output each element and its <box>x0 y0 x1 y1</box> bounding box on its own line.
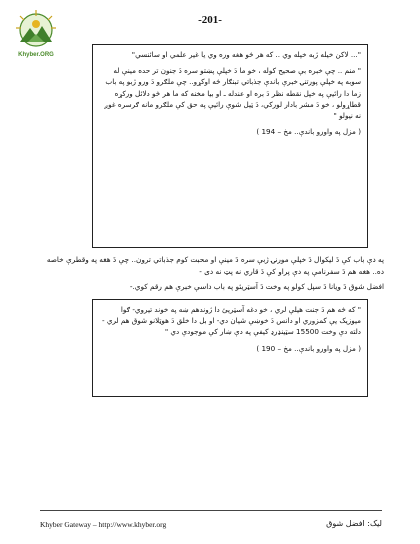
body-paragraph-1: په دې باب كې دَ ليكوال دَ خپلې مورنۍ ژبې سره دَ مينې او محبت كوم جذباتي ترون.. چې دَ هغه په وقطرې خاصه ده.. هغه هم دَ سفرنامې په دې پراو كې دَ قاري نه پټ نه دى - <box>46 255 384 276</box>
footer-divider <box>40 510 382 511</box>
quote-2-paragraph-1: " كه څه هم دَ جنت هيلې لري ، خو دغه آسټريئ دا ژوندهم ښه په خوند تيروي- ګوا ميوزيک يې كمزوري او دانس دَ خوښې شيان دي- او بل دا خلق دَ هوټلانو شوق هم لري - دلته دې وخت 15500 سټينډرډ كيفې په دې ښار كې موجودې دي " <box>101 305 361 337</box>
page-number: -201- <box>198 14 222 26</box>
footer-author: ليک: افضل شوق <box>326 519 382 528</box>
logo-caption: Khyber.ORG <box>18 52 54 58</box>
quote-box-1 <box>92 44 368 248</box>
quote-2-citation: ( مزل په واورو باندې.. مخ – 190 ) <box>256 343 361 353</box>
quote-1-paragraph-1: "... لاكن خيله ژبه خپله وي .. كه هر څو هغه وره وي يا غير علمي او سائنسي" <box>131 50 361 59</box>
quote-1-paragraph-2: " منم .. چې خبره بې صحيح كوله ، خو ما دَ خپلې پښتو سره دَ جنون تر حده مينې له سوبه په خپلې پورتنۍ خبرې باندې جذباتي تبنګار څه اوكړو.. چې ملګرو دَ ورو ژبو په باب زما دا رائيې په خپل نقطه نظر دَ بره او عندله ـ او بيا مخنه كه ما هر څو دلائل وركړه قطاړولو ، خو دَ مشر بادار لوركي، دَ ټيل شوې رائيې په حق كې ملګرو مانه ګرسره غوږ نه نيولو " <box>104 66 361 121</box>
quote-box-2 <box>92 299 368 397</box>
body-paragraph-2: افضل شوق دَ ويانا دَ سپل كولو په وخت دَ آسټريئو په باب داسې خبرې هم رقم كوي.- <box>129 282 384 291</box>
footer-website: Khyber Gateway – http://www.khyber.org <box>40 520 167 529</box>
quote-1-citation: ( مزل په واورو باندې.. مخ – 194 ) <box>256 127 361 137</box>
